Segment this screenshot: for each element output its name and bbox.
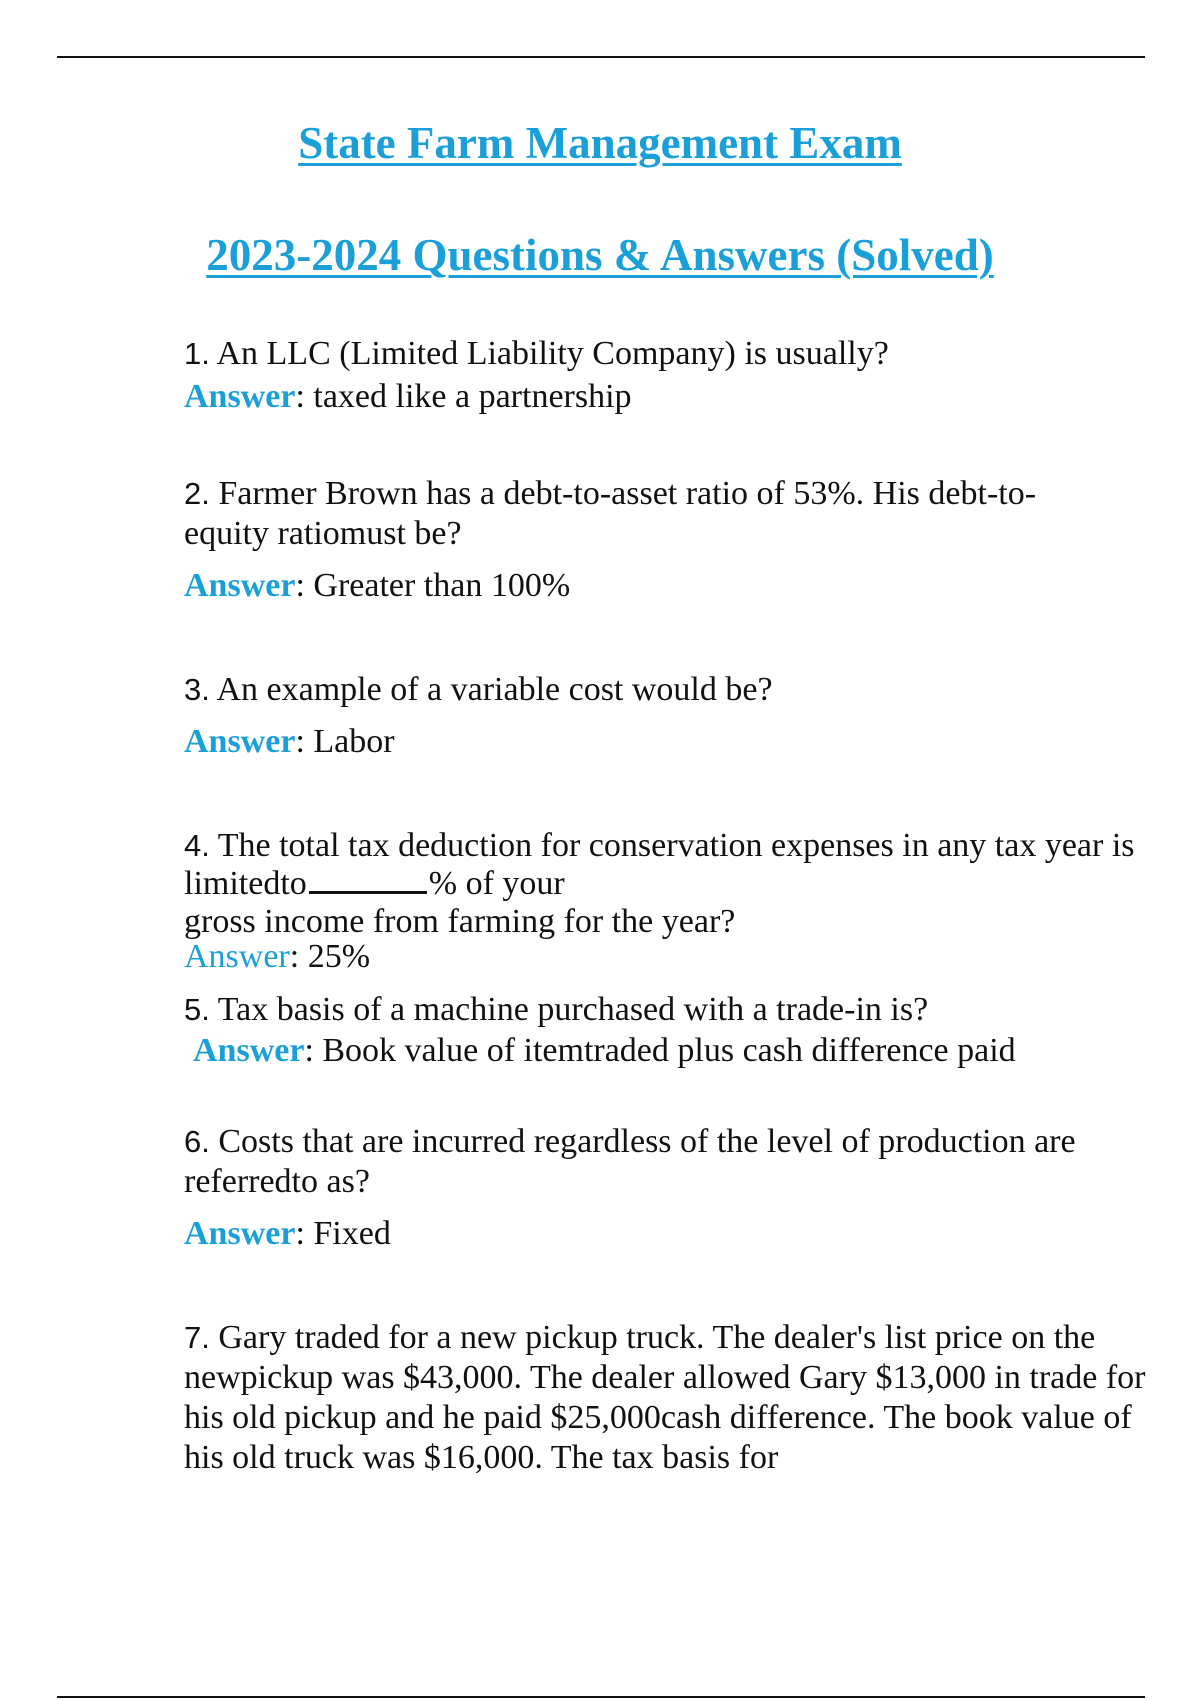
top-rule <box>57 56 1145 58</box>
answer-label: Answer <box>184 378 296 415</box>
answer-label: Answer <box>184 938 290 975</box>
question-1 <box>184 334 1164 374</box>
question-text: Farmer Brown has a debt-to-asset ratio of 53%. His debt-to-equity ratiomust be? <box>184 475 1037 552</box>
question-number: 4. <box>184 828 210 863</box>
question-text-continued: % of your <box>428 865 565 902</box>
question-6 <box>184 1122 1144 1202</box>
question-number: 6. <box>184 1124 210 1159</box>
answer-4 <box>184 940 370 974</box>
answer-label: Answer <box>184 567 296 604</box>
question-4 <box>184 827 1144 941</box>
answer-text: : Book value of itemtraded plus cash difference paid <box>304 1032 1016 1069</box>
question-text: Costs that are incurred regardless of the level of production are referredto as? <box>184 1123 1076 1200</box>
answer-6 <box>184 1214 391 1254</box>
bottom-rule <box>57 1696 1145 1698</box>
question-number: 2. <box>184 476 210 511</box>
answer-label: Answer <box>184 723 296 760</box>
document-subtitle: 2023-2024 Questions & Answers (Solved) <box>206 230 994 280</box>
question-text: An example of a variable cost would be? <box>216 671 773 708</box>
question-text: Gary traded for a new pickup truck. The dealer's list price on the newpickup was $43,000. The dealer allowed Gary $13,000 in trade for his old pickup and he paid $25,000cash difference. The book value of his old truck was $16,000. The tax basis for <box>184 1319 1146 1476</box>
answer-label: Answer <box>193 1032 305 1069</box>
answer-text: : 25% <box>289 938 371 975</box>
question-number: 7. <box>184 1320 210 1355</box>
question-2 <box>184 474 1104 554</box>
question-text: The total tax deduction for conservation expenses in any tax year is limitedto <box>184 827 1135 902</box>
answer-1 <box>184 377 632 417</box>
answer-text: : taxed like a partnership <box>295 378 632 415</box>
fill-in-blank <box>309 865 427 894</box>
question-number: 5. <box>184 992 210 1027</box>
document-title: State Farm Management Exam <box>298 118 902 168</box>
answer-text: : Fixed <box>295 1215 391 1252</box>
question-number: 1. <box>184 336 210 371</box>
question-3 <box>184 670 1164 710</box>
answer-text: : Greater than 100% <box>295 567 571 604</box>
question-text: Tax basis of a machine purchased with a trade-in is? <box>217 991 929 1028</box>
question-5 <box>184 990 1164 1030</box>
question-text-line3: gross income from farming for the year? <box>184 903 736 940</box>
answer-text: : Labor <box>295 723 395 760</box>
question-text: An LLC (Limited Liability Company) is usually? <box>216 335 889 372</box>
question-number: 3. <box>184 672 210 707</box>
answer-5 <box>193 1031 1016 1071</box>
question-7 <box>184 1318 1164 1478</box>
answer-2 <box>184 566 570 606</box>
answer-3 <box>184 722 395 762</box>
answer-label: Answer <box>184 1215 296 1252</box>
